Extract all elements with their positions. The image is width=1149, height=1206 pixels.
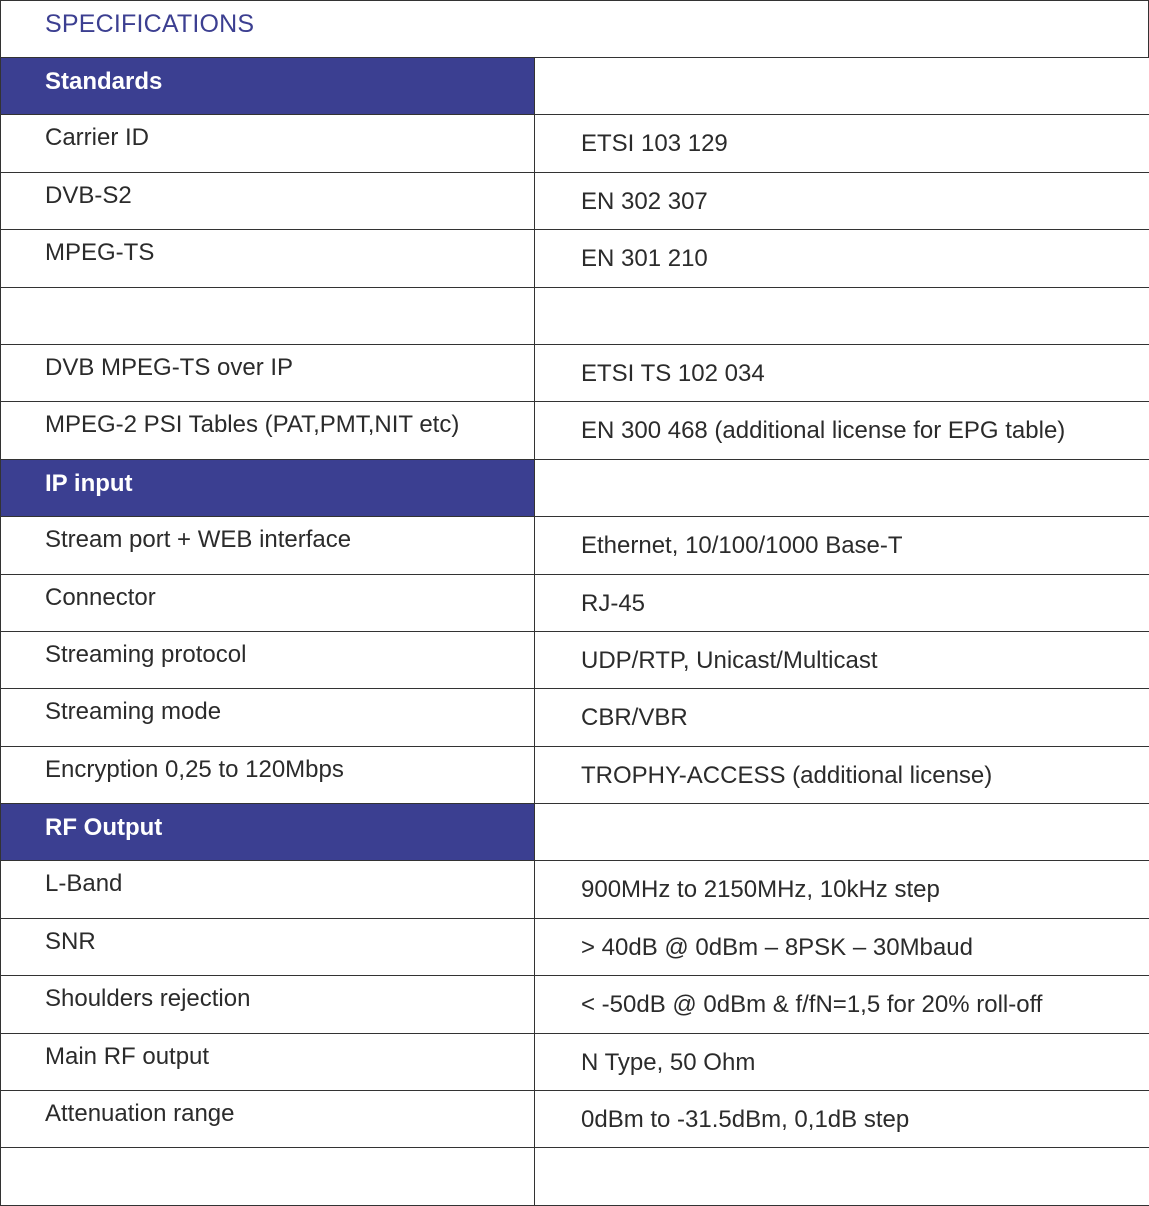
- spec-label: Encryption 0,25 to 120Mbps: [1, 747, 534, 784]
- table-row: [1, 574, 1149, 631]
- spec-value-cell: [535, 574, 1149, 631]
- spec-label-cell: [1, 517, 535, 574]
- spec-value-cell: [535, 1148, 1149, 1205]
- spec-value-cell: [535, 689, 1149, 746]
- spec-label-cell: [1, 287, 535, 344]
- spec-value: EN 302 307: [535, 173, 1149, 216]
- spec-label-cell: [1, 1091, 535, 1148]
- spec-value: ETSI 103 129: [535, 115, 1149, 158]
- section-header-standards: [1, 58, 1149, 115]
- spec-value: > 40dB @ 0dBm – 8PSK – 30Mbaud: [535, 919, 1149, 962]
- spec-value: [535, 288, 1149, 303]
- spec-label: Attenuation range: [1, 1091, 534, 1128]
- section-heading-cell: [1, 58, 535, 115]
- spec-label: [1, 1148, 534, 1157]
- spec-label-cell: [1, 574, 535, 631]
- table-row: [1, 689, 1149, 746]
- spec-value: < -50dB @ 0dBm & f/fN=1,5 for 20% roll-off: [535, 976, 1149, 1019]
- spec-value-cell: [535, 517, 1149, 574]
- spec-label: DVB-S2: [1, 173, 534, 210]
- spec-value: TROPHY-ACCESS (additional license): [535, 747, 1149, 790]
- spec-label: Streaming mode: [1, 689, 534, 726]
- spec-label: Main RF output: [1, 1034, 534, 1071]
- spec-label-cell: [1, 172, 535, 229]
- table-row: [1, 861, 1149, 918]
- spec-value-cell: [535, 402, 1149, 459]
- spec-label: Connector: [1, 575, 534, 612]
- spec-label-cell: [1, 115, 535, 172]
- table-row: [1, 115, 1149, 172]
- spec-label: Shoulders rejection: [1, 976, 534, 1013]
- table-row: [1, 746, 1149, 803]
- section-heading: IP input: [1, 460, 534, 498]
- section-heading-empty-cell: [535, 804, 1149, 861]
- table-row: [1, 402, 1149, 459]
- spec-value-cell: [535, 230, 1149, 287]
- section-heading-empty-cell: [535, 58, 1149, 115]
- page-title: SPECIFICATIONS: [45, 10, 254, 39]
- spec-label: L-Band: [1, 861, 534, 898]
- spec-value: N Type, 50 Ohm: [535, 1034, 1149, 1077]
- spec-value-cell: [535, 287, 1149, 344]
- spec-label: MPEG-TS: [1, 230, 534, 267]
- section-heading: Standards: [1, 58, 534, 96]
- section-header-ip-input: [1, 459, 1149, 516]
- spec-value-cell: [535, 115, 1149, 172]
- spec-value-cell: [535, 861, 1149, 918]
- section-heading-cell: [1, 804, 535, 861]
- table-row: [1, 230, 1149, 287]
- spec-value: CBR/VBR: [535, 689, 1149, 732]
- spec-label: MPEG-2 PSI Tables (PAT,PMT,NIT etc): [1, 402, 534, 439]
- spec-value: UDP/RTP, Unicast/Multicast: [535, 632, 1149, 675]
- spec-value-cell: [535, 918, 1149, 975]
- spec-value-cell: [535, 746, 1149, 803]
- table-row: [1, 976, 1149, 1033]
- spec-label: Stream port + WEB interface: [1, 517, 534, 554]
- table-row-empty: [1, 1148, 1149, 1205]
- spec-value-cell: [535, 631, 1149, 688]
- title-row: [0, 0, 1149, 58]
- spec-label-cell: [1, 344, 535, 401]
- spec-label: DVB MPEG-TS over IP: [1, 345, 534, 382]
- spec-label-cell: [1, 230, 535, 287]
- spec-label-cell: [1, 1033, 535, 1090]
- spec-label-cell: [1, 976, 535, 1033]
- section-heading: RF Output: [1, 804, 534, 842]
- spec-label-cell: [1, 918, 535, 975]
- spec-value-cell: [535, 344, 1149, 401]
- table-row: [1, 918, 1149, 975]
- spec-value-cell: [535, 976, 1149, 1033]
- spec-value-cell: [535, 1033, 1149, 1090]
- spec-label: Streaming protocol: [1, 632, 534, 669]
- table-row: [1, 1091, 1149, 1148]
- table-row: [1, 172, 1149, 229]
- table-row: [1, 631, 1149, 688]
- section-header-rf-output: [1, 804, 1149, 861]
- spec-label-cell: [1, 402, 535, 459]
- spec-value: ETSI TS 102 034: [535, 345, 1149, 388]
- spec-value: 0dBm to -31.5dBm, 0,1dB step: [535, 1091, 1149, 1134]
- table-row-empty: [1, 287, 1149, 344]
- table-row: [1, 517, 1149, 574]
- spec-label-cell: [1, 689, 535, 746]
- section-heading-cell: [1, 459, 535, 516]
- spec-value: Ethernet, 10/100/1000 Base-T: [535, 517, 1149, 560]
- section-heading-empty-cell: [535, 459, 1149, 516]
- spec-label-cell: [1, 746, 535, 803]
- spec-value-cell: [535, 1091, 1149, 1148]
- table-row: [1, 1033, 1149, 1090]
- spec-label: SNR: [1, 919, 534, 956]
- spec-label: Carrier ID: [1, 115, 534, 152]
- spec-table: [0, 57, 1149, 1206]
- spec-label: [1, 288, 534, 297]
- spec-value: EN 301 210: [535, 230, 1149, 273]
- spec-value: [535, 1148, 1149, 1163]
- spec-value-cell: [535, 172, 1149, 229]
- spec-label-cell: [1, 1148, 535, 1205]
- spec-value: EN 300 468 (additional license for EPG table): [535, 402, 1149, 445]
- spec-value: 900MHz to 2150MHz, 10kHz step: [535, 861, 1149, 904]
- spec-label-cell: [1, 631, 535, 688]
- table-row: [1, 344, 1149, 401]
- spec-label-cell: [1, 861, 535, 918]
- spec-value: RJ-45: [535, 575, 1149, 618]
